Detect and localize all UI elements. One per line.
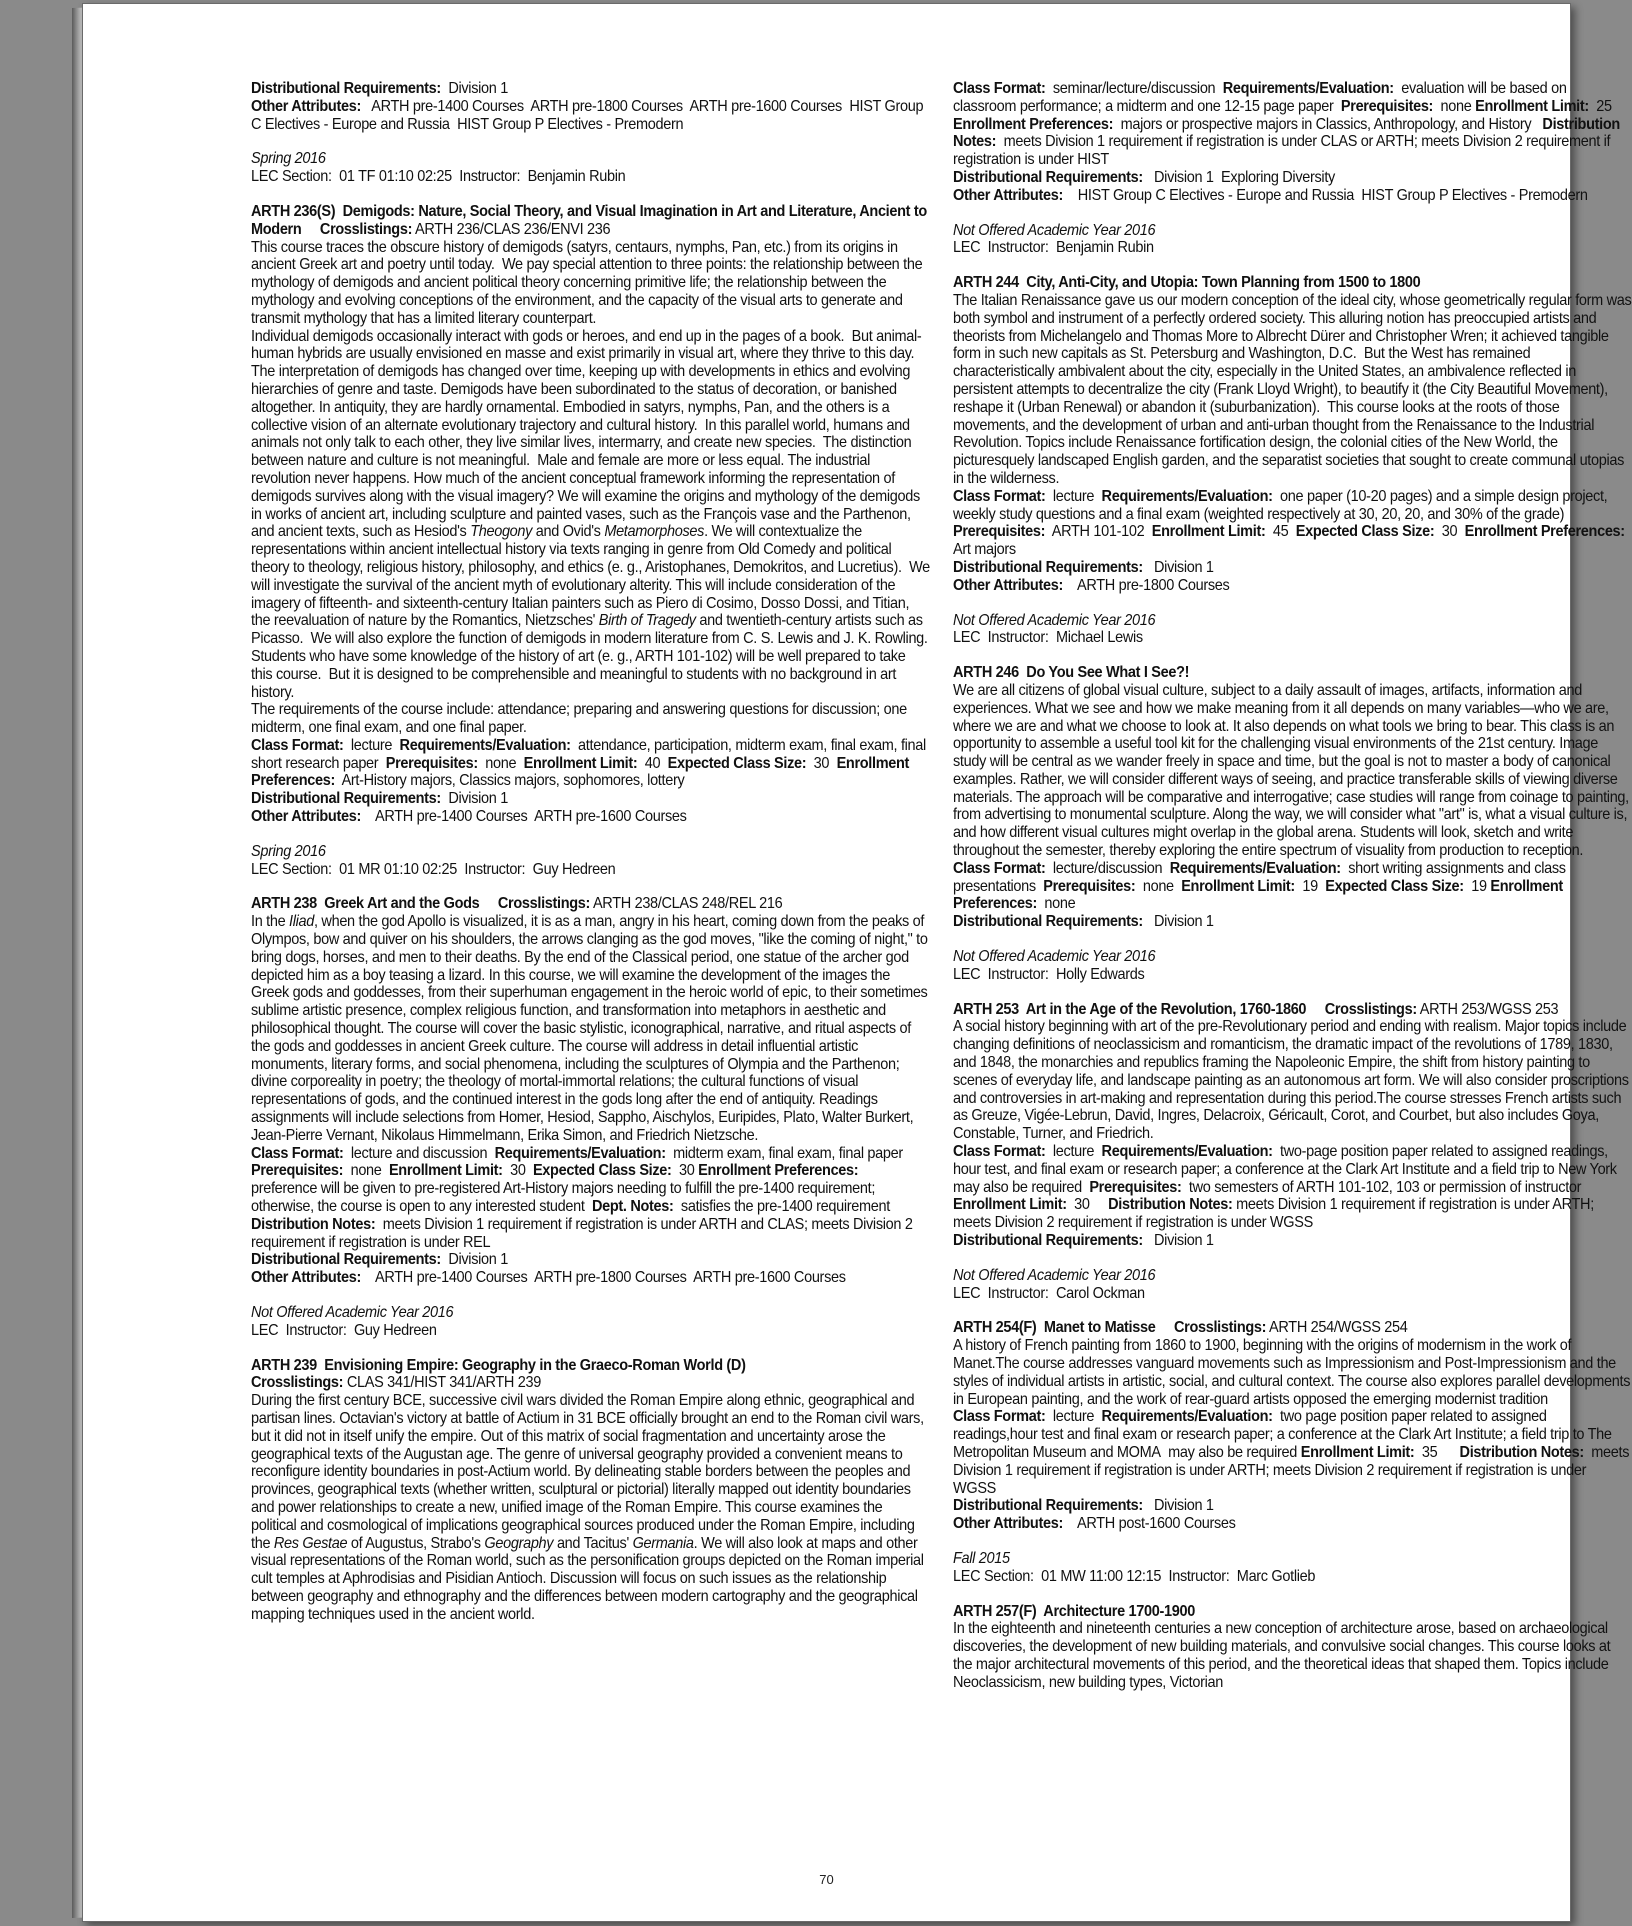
course-block xyxy=(953,1319,1632,1533)
text-line: Distributional Requirements: Division 1 xyxy=(953,558,1214,576)
course-block xyxy=(251,1304,930,1340)
course-block xyxy=(251,895,930,1287)
text-line: Distributional Requirements: Division 1 xyxy=(953,1497,1214,1515)
course-block xyxy=(953,664,1632,931)
text-line: Distributional Requirements: Division 1 xyxy=(953,1232,1214,1250)
course-block xyxy=(953,1001,1632,1250)
text-line: Class Format: lecture and discussion Requirements/Evaluation: midterm exam, final exam, final paper Prerequisites: none Enrollment Limit: 30 Expected Class Size: 30 Enrollment Preferences: preference will be given to pre-registered Art-History majors needing to fulfill the pre-1400 requirement; otherwise, the course is open to any interested student Dept. Notes: satisfies the pre-1400 requirement Distribution Notes: meets Division 1 requirement if registration is under ARTH and CLAS; meets Division 2 requirement if registration is under REL xyxy=(251,1144,913,1251)
text-line: Other Attributes: ARTH post-1600 Courses xyxy=(953,1515,1236,1533)
text-line: ARTH 257(F) Architecture 1700-1900 xyxy=(953,1602,1195,1620)
course-block xyxy=(953,1550,1632,1586)
text-line: We are all citizens of global visual culture, subject to a daily assault of images, artifacts, information and experiences. What we see and how we make meaning from it all depends on many variables—who we are, where we are and what we choose to look at. It also depends on what tools we bring to bear. This class is an opportunity to assemble a useful tool kit for the challenging visual environments of the 21st century. Image study will be central as we wander freely in space and time, but the goal is not to master a body of canonical examples. Rather, we will consider different ways of seeing, and practice transferable skills of viewing diverse materials. The approach will be comparative and interrogative; case studies will range from coinage to painting, from advertising to monumental sculpture. Along the way, we will consider what "art" is, what a visual culture is, and how different visual cultures might overlap in the global arena. Students will look, sketch and write throughout the semester, thereby exploring the entire spectrum of visuality from production to reception. xyxy=(953,681,1629,860)
text-line: Spring 2016 xyxy=(251,842,326,860)
text-line: Other Attributes: ARTH pre-1400 Courses ARTH pre-1600 Courses xyxy=(251,808,687,826)
text-line: ARTH 253 Art in the Age of the Revolution, 1760-1860 Crosslistings: ARTH 253/WGSS 253 xyxy=(953,1000,1559,1018)
text-line: Class Format: seminar/lecture/discussion Requirements/Evaluation: evaluation will be based on classroom performance; a midterm and one 12-15 page paper Prerequisites: none Enrollment Limit: 25 Enrollment Preferences: majors or prospective majors in Classics, Anthropology, and History Distribution Notes: meets Division 1 requirement if registration is under CLAS or ARTH; meets Division 2 requirement if registration is under HIST xyxy=(953,80,1620,169)
course-block xyxy=(953,948,1632,984)
text-line: Students who have some knowledge of the history of art (e. g., ARTH 101-102) will be well prepared to take this course. But it is designed to be comprehensible and meaningful to students with no background in art history. xyxy=(251,647,906,701)
text-line: Fall 2015 xyxy=(953,1549,1010,1567)
text-line: The requirements of the course include: attendance; preparing and answering questions for discussion; one midterm, one final exam, and one final paper. xyxy=(251,701,907,737)
course-block xyxy=(251,80,930,133)
text-line: Distributional Requirements: Division 1 Exploring Diversity xyxy=(953,168,1335,186)
text-line: Class Format: lecture Requirements/Evaluation: attendance, participation, midterm exam, final exam, final short research paper Prerequisites: none Enrollment Limit: 40 Expected Class Size: 30 Enrollment Preferences: Art-History majors, Classics majors, sophomores, lottery xyxy=(251,736,926,790)
text-line: Spring 2016 xyxy=(251,150,326,168)
text-line: Distributional Requirements: Division 1 xyxy=(251,790,508,808)
right-column xyxy=(953,80,1632,1709)
text-line: ARTH 236(S) Demigods: Nature, Social Theory, and Visual Imagination in Art and Literature, Ancient to Modern Crosslistings: ARTH 236/CLAS 236/ENVI 236 xyxy=(251,202,927,238)
text-line: Not Offered Academic Year 2016 xyxy=(953,221,1156,239)
course-block xyxy=(251,843,930,879)
text-line: ARTH 239 Envisioning Empire: Geography in the Graeco-Roman World (D) xyxy=(251,1356,746,1374)
text-line: During the first century BCE, successive civil wars divided the Roman Empire along ethnic, geographical and partisan lines. Octavian's victory at battle of Actium in 31 BCE officially brought an end to the Roman civil wars, but it did not in itself unify the empire. Out of this matrix of social fragmentation and uncertainty arose the geographical texts of the Augustan age. The genre of universal geography provided a convenient means to reconfigure identity boundaries in post-Actium world. By delineating stable borders between the peoples and provinces, geographical texts (whether written, sculptural or pictorial) literally mapped out identity boundaries and power relationships to create a new, unified image of the Roman Empire. This course examines the political and cosmological of implications geographical sources produced under the Roman Empire, including the Res Gestae of Augustus, Strabo's Geography and Tacitus' Germania. We will also look at maps and other visual representations of the Roman world, such as the personification groups depicted on the Roman imperial cult temples at Aphrodisias and Pisidian Antioch. Discussion will focus on such issues as the relationship between geography and ethnography and the differences between modern cartography and the geographical mapping techniques used in the ancient world. xyxy=(251,1392,924,1623)
text-line: LEC Instructor: Benjamin Rubin xyxy=(953,239,1154,257)
text-line: Not Offered Academic Year 2016 xyxy=(251,1304,454,1321)
text-line: Other Attributes: ARTH pre-1800 Courses xyxy=(953,576,1230,594)
catalog-page xyxy=(82,3,1632,1922)
text-line: Distributional Requirements: Division 1 xyxy=(251,80,508,97)
text-line: A history of French painting from 1860 to 1900, beginning with the origins of modernism in the work of Manet.The course addresses vanguard movements such as Impressionism and Post-Impressionism and the styles of individual artists in artistic, social, and cultural context. The course also explores parallel developments in European painting, and the work of rear-guard artists opposed the emerging modernist tradition xyxy=(953,1337,1631,1408)
text-line: Other Attributes: ARTH pre-1400 Courses ARTH pre-1800 Courses ARTH pre-1600 Courses HIST Group C Electives - Europe and Russia HIST Group P Electives - Premodern xyxy=(251,97,924,133)
course-block xyxy=(953,1603,1632,1692)
text-line: Other Attributes: HIST Group C Electives - Europe and Russia HIST Group P Electives - Premodern xyxy=(953,186,1588,204)
course-block xyxy=(953,80,1632,205)
text-line: In the eighteenth and nineteenth centuries a new conception of architecture arose, based on archaeological discoveries, the development of new building materials, and convulsive social changes. This course looks at the major architectural movements of this period, and the theoretical ideas that shaped them. Topics include Neoclassicism, new building types, Victorian xyxy=(953,1620,1611,1691)
text-line: Class Format: lecture Requirements/Evaluation: one paper (10-20 pages) and a simple design project, weekly study questions and a final exam (weighted respectively at 30, 20, 20, and 30% of the grade) Prerequisites: ARTH 101-102 Enrollment Limit: 45 Expected Class Size: 30 Enrollment Preferences: Art majors xyxy=(953,487,1629,559)
text-line: Class Format: lecture/discussion Requirements/Evaluation: short writing assignments and class presentations Prerequisites: none Enrollment Limit: 19 Expected Class Size: 19 Enrollment Preferences: none xyxy=(953,859,1566,913)
text-line: LEC Section: 01 TF 01:10 02:25 Instructor: Benjamin Rubin xyxy=(251,168,626,186)
text-line: Individual demigods occasionally interact with gods or heroes, and end up in the pages of a book. But animal-human hybrids are usually envisioned en masse and exist primarily in visual art, where they thrive to this day. The interpretation of demigods has changed over time, keeping up with developments in ethics and evolving hierarchies of genre and taste. Demigods have been subordinated to the status of decoration, or banished altogether. In antiquity, they are hardly ornamental. Embodied in satyrs, nymphs, Pan, and the others is a collective vision of an alternate evolutionary trajectory and cultural history. In this parallel world, humans and animals not only talk to each other, they live similar lives, intermarry, and create new species. The distinction between nature and culture is not meaningful. Male and female are more or less equal. The industrial revolution never happens. How much of the ancient conceptual framework informing the representation of demigods survives along with the visual imagery? We will examine the origins and mythology of the demigods in works of ancient art, including sculpture and painted vases, such as the François vase and the Parthenon, and ancient texts, such as Hesiod's Theogony and Ovid's Metamorphoses. We will contextualize the representations within ancient intellectual history via texts ranging in genre from Old Comedy and political theory to theology, religious history, philosophy, and ethics (e. g., Aristophanes, Demokritos, and Lucretius). We will investigate the survival of the ancient myth of evolutionary alterity. This will include consideration of the imagery of fifteenth- and sixteenth-century Italian painters such as Piero di Cosimo, Dosso Dossi, and Titian, the reevaluation of nature by the Romantics, Nietzsches' Birth of Tragedy and twentieth-century artists such as Picasso. We will also explore the function of demigods in modern literature from C. S. Lewis and J. K. Rowling. xyxy=(251,327,930,648)
text-line: ARTH 238 Greek Art and the Gods Crosslistings: ARTH 238/CLAS 248/REL 216 xyxy=(251,895,783,913)
text-line: A social history beginning with art of the pre-Revolutionary period and ending with realism. Major topics include changing definitions of neoclassicism and romanticism, the dramatic impact of the revolutions of 1789, 1830, and 1848, the monarchies and republics framing the Napoleonic Empire, the shift from history painting to scenes of everyday life, and landscape painting as an autonomous art form. We will also consider proscriptions and controversies in art-making and representation during this period.The course stresses French artists such as Greuze, Vigée-Lebrun, David, Ingres, Delacroix, Géricault, Corot, and Courbet, but also includes Goya, Constable, Turner, and Friedrich. xyxy=(953,1018,1629,1143)
text-line: Distributional Requirements: Division 1 xyxy=(953,913,1214,931)
text-line: Crosslistings: CLAS 341/HIST 341/ARTH 239 xyxy=(251,1374,542,1392)
text-line: LEC Section: 01 MW 11:00 12:15 Instructor: Marc Gotlieb xyxy=(953,1567,1316,1585)
course-block xyxy=(251,203,930,826)
text-line: This course traces the obscure history of demigods (satyrs, centaurs, nymphs, Pan, etc.) from its origins in ancient Greek art and poetry until today. We pay special attention to three points: the relationship between the mythology of demigods and ancient political theory concerning primitive life; the relationship between the mythology and evolving conceptions of the environment, and the capacity of the visual arts to generate and transmit mythology that has a limited literary counterpart. xyxy=(251,238,923,327)
text-line: LEC Instructor: Carol Ockman xyxy=(953,1284,1145,1302)
left-column xyxy=(251,80,930,1641)
text-line: ARTH 246 Do You See What I See?! xyxy=(953,664,1190,682)
course-block xyxy=(953,274,1632,594)
text-line: Not Offered Academic Year 2016 xyxy=(953,948,1156,966)
text-line: ARTH 244 City, Anti-City, and Utopia: Town Planning from 1500 to 1800 xyxy=(953,274,1421,292)
text-line: Not Offered Academic Year 2016 xyxy=(953,611,1156,629)
course-block xyxy=(251,1357,930,1624)
text-line: LEC Section: 01 MR 01:10 02:25 Instructor: Guy Hedreen xyxy=(251,860,616,878)
text-line: Other Attributes: ARTH pre-1400 Courses ARTH pre-1800 Courses ARTH pre-1600 Courses xyxy=(251,1269,846,1287)
course-block xyxy=(953,222,1632,258)
text-line: The Italian Renaissance gave us our modern conception of the ideal city, whose geometrically regular form was both symbol and instrument of a perfectly ordered society. This alluring notion has preoccupied artists and theorists from Michelangelo and Thomas More to Albrecht Dürer and Christopher Wren; it achieved tangible form in such new capitals as St. Petersburg and Washington, D.C. But the West has remained characteristically ambivalent about the city, especially in the United States, an ambivalence reflected in persistent attempts to decentralize the city (Frank Lloyd Wright), to beautify it (the City Beautiful Movement), reshape it (Urban Renewal) or abandon it (suburbanization). This course looks at the roots of those movements, and the development of urban and anti-urban thought from the Renaissance to the Industrial Revolution. Topics include Renaissance fortification design, the colonial cities of the New World, the picturesquely landscaped English garden, and the separatist societies that sought to create communal utopias in the wilderness. xyxy=(953,291,1632,487)
text-line: Not Offered Academic Year 2016 xyxy=(953,1266,1156,1284)
text-line: LEC Instructor: Michael Lewis xyxy=(953,629,1143,647)
page-number: 70 xyxy=(819,1872,834,1887)
text-line: ARTH 254(F) Manet to Matisse Crosslistings: ARTH 254/WGSS 254 xyxy=(953,1319,1408,1337)
course-block xyxy=(251,150,930,186)
text-line: LEC Instructor: Guy Hedreen xyxy=(251,1321,437,1339)
text-line: LEC Instructor: Holly Edwards xyxy=(953,965,1145,983)
course-block xyxy=(953,1267,1632,1303)
text-line: Class Format: lecture Requirements/Evaluation: two-page position paper related to assigned readings, hour test, and final exam or research paper; a conference at the Clark Art Institute and a field trip to New York may also be required Prerequisites: two semesters of ARTH 101-102, 103 or permission of instructor Enrollment Limit: 30 Distribution Notes: meets Division 1 requirement if registration is under ARTH; meets Division 2 requirement if registration is under WGSS xyxy=(953,1143,1617,1232)
course-block xyxy=(953,612,1632,648)
text-line: Class Format: lecture Requirements/Evaluation: two page position paper related to assigned readings,hour test and final exam or research paper; a conference at the Clark Art Institute; a field trip to The Metropolitan Museum and MOMA may also be required Enrollment Limit: 35 Distribution Notes: meets Division 1 requirement if registration is under ARTH; meets Division 2 requirement if registration is under WGSS xyxy=(953,1408,1630,1497)
text-line: In the Iliad, when the god Apollo is visualized, it is as a man, angry in his heart, coming down from the peaks of Olympos, bow and quiver on his shoulders, the arrows clanging as the god moves, "like the coming of night," to bring dogs, horses, and men to their deaths. By the end of the Classical period, one statue of the archer god depicted him as a boy teasing a lizard. In this course, we will examine the development of the images the Greek gods and goddesses, from their superhuman engagement in the heroic world of epic, to their sometimes sublime artistic presence, complex religious function, and transformation into metaphors in aesthetic and philosophical thought. The course will cover the basic stylistic, iconographical, narrative, and ritual aspects of the gods and goddesses in ancient Greek culture. The course will address in detail influential artistic monuments, literary forms, and social phenomena, including the sculptures of Olympia and the Parthenon; divine corporeality in poetry; the theology of mortal-immortal relations; the cultural functions of visual representations of gods, and the continued interest in the gods long after the end of antiquity. Readings assignments will include selections from Homer, Hesiod, Sappho, Aischylos, Euripides, Plato, Walter Burkert, Jean-Pierre Vernant, Nikolaus Himmelmann, Erika Simon, and Friedrich Nietzsche. xyxy=(251,913,928,1144)
text-line: Distributional Requirements: Division 1 xyxy=(251,1251,508,1269)
